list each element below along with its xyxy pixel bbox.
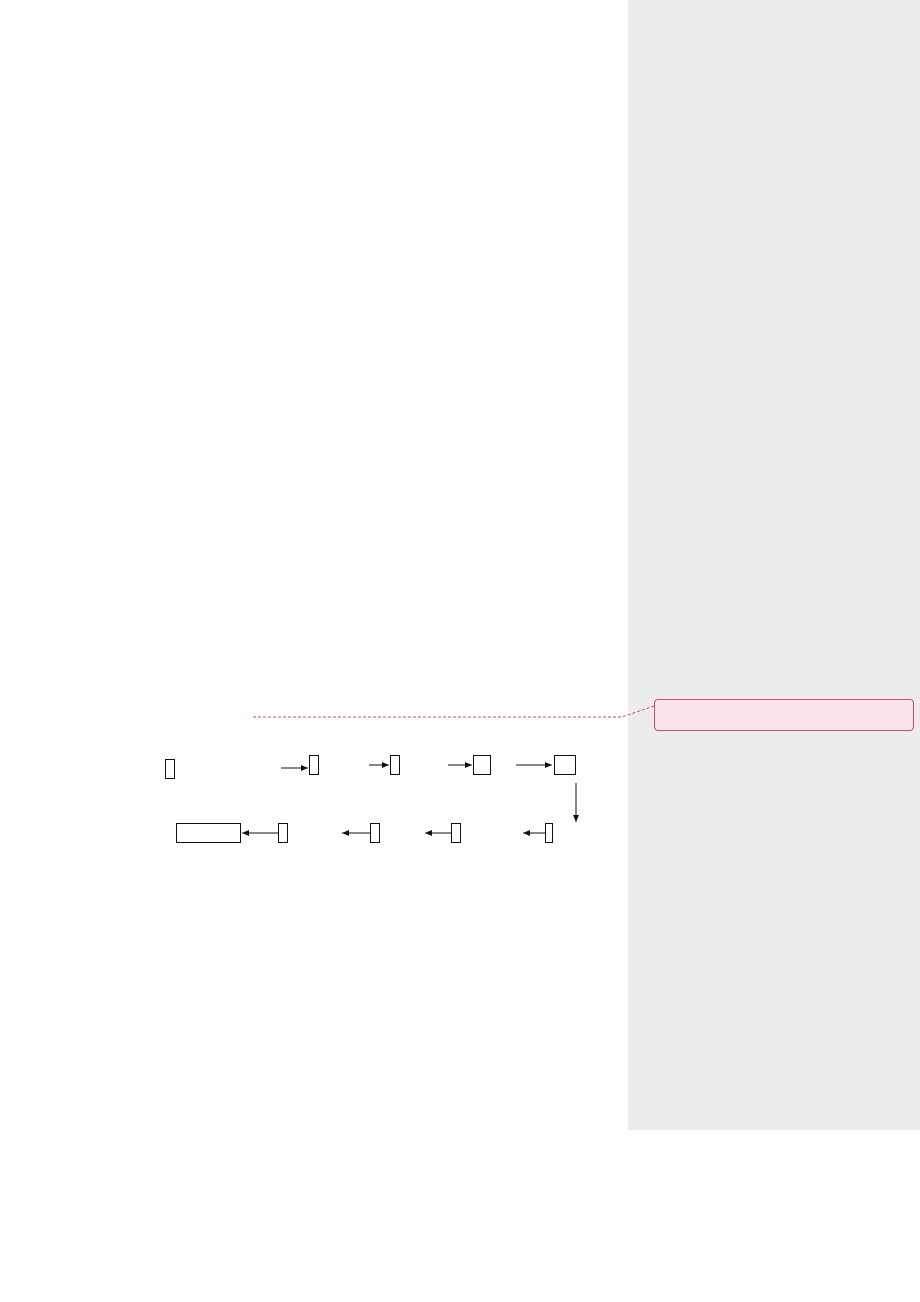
flow-box-phenyl <box>451 823 461 843</box>
flow-box-s100 <box>370 823 380 843</box>
flow-box-centrifuge <box>473 755 491 775</box>
flow-box-g25 <box>545 823 553 843</box>
process-flow-diagram <box>160 748 620 848</box>
flow-box-seed-culture <box>309 755 319 775</box>
flow-box-growth-hormone <box>176 823 241 843</box>
flow-box-deae <box>278 823 288 843</box>
flow-box-fermentation <box>390 755 400 775</box>
comment-balloon[interactable] <box>654 699 914 731</box>
flow-box-build-strain <box>165 759 175 779</box>
flow-box-crude-extract <box>554 755 576 775</box>
comment-margin-pane <box>628 0 920 1130</box>
